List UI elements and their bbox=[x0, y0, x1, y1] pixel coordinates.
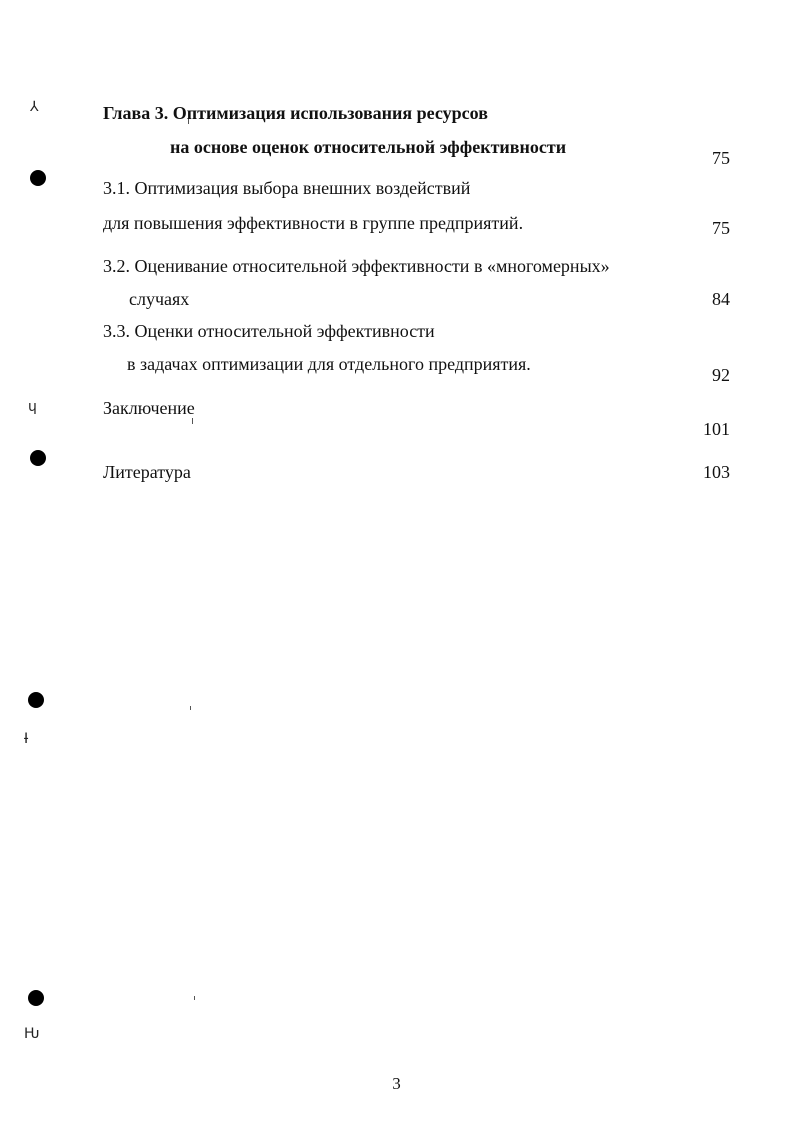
binder-hole bbox=[28, 692, 44, 708]
toc-chapter3-page: 75 bbox=[712, 148, 730, 168]
binder-hole bbox=[30, 170, 46, 186]
toc-section-3-2-page: 84 bbox=[712, 289, 730, 309]
page-number: 3 bbox=[392, 1074, 401, 1093]
toc-section-3-1-line1: 3.1. Оптимизация выбора внешних воздействий bbox=[103, 178, 471, 198]
toc-conclusion-title: Заключение bbox=[103, 398, 195, 418]
toc-chapter3-title-line2: на основе оценок относительной эффективности bbox=[170, 137, 567, 157]
scan-speck bbox=[192, 418, 193, 424]
toc-literature-title: Литература bbox=[103, 462, 191, 482]
toc-section-3-1-page: 75 bbox=[712, 218, 730, 238]
toc-section-3-2-line1: 3.2. Оценивание относительной эффективности в «многомерных» bbox=[103, 256, 610, 276]
toc-section-3-3-line2: в задачах оптимизации для отдельного предприятия. bbox=[127, 354, 531, 374]
scan-artifact-mark: Ƕ bbox=[24, 1026, 40, 1042]
toc-section-3-3-page: 92 bbox=[712, 365, 730, 385]
scan-artifact-mark: ɥ bbox=[28, 399, 37, 415]
toc-conclusion-page: 101 bbox=[703, 419, 730, 439]
toc-literature-page: 103 bbox=[703, 462, 730, 482]
toc-chapter3-title-line1: Глава 3. Оптимизация использования ресурсов bbox=[103, 103, 488, 123]
binder-hole bbox=[30, 450, 46, 466]
toc-section-3-3-line1: 3.3. Оценки относительной эффективности bbox=[103, 321, 435, 341]
scan-artifact-mark: Ɨ bbox=[24, 731, 29, 747]
toc-section-3-2-line2: случаях bbox=[129, 289, 190, 309]
toc-section-3-1-line2: для повышения эффективности в группе предприятий. bbox=[103, 213, 524, 233]
binder-hole bbox=[28, 990, 44, 1006]
scan-speck bbox=[194, 996, 195, 1000]
scan-speck bbox=[190, 706, 191, 710]
scan-artifact-mark: ⅄ bbox=[30, 99, 39, 115]
